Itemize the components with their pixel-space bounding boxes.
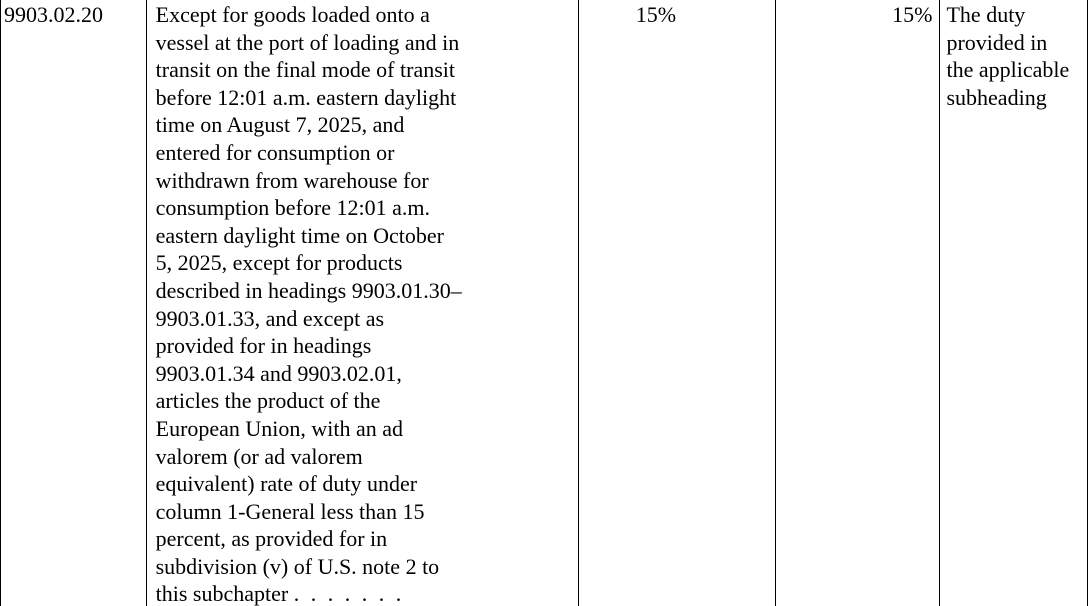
general-rate-cell: 15% bbox=[578, 0, 776, 606]
table-row bbox=[1, 0, 1088, 606]
article-description-text: Except for goods loaded onto a vessel at the port of loading and in transit on the final mode of transit before 12:01 a.m. eastern daylight time on August 7, 2025, and entered for consumption or withdrawn from warehouse for consumption before 12:01 a.m. eastern daylight time on October 5, 2025, except for products described in headings 9903.01.30– 9903.01.33, and except as provided for in headings 9903.01.34 and 9903.02.01, articles the product of the European Union, with an ad valorem (or ad valorem equivalent) rate of duty under column 1-General less than 15 percent, as provided for in subdivision (v) of U.S. note 2 to this subchapter bbox=[155, 2, 462, 606]
leader-dots: . . . . . . . bbox=[293, 581, 405, 606]
heading-number-cell: 9903.02.20 bbox=[1, 0, 147, 606]
article-description-cell bbox=[146, 0, 578, 606]
special-rate-cell: 15% bbox=[776, 0, 940, 606]
column-2-rate-cell: The duty provided in the applicable subheading bbox=[940, 0, 1088, 606]
